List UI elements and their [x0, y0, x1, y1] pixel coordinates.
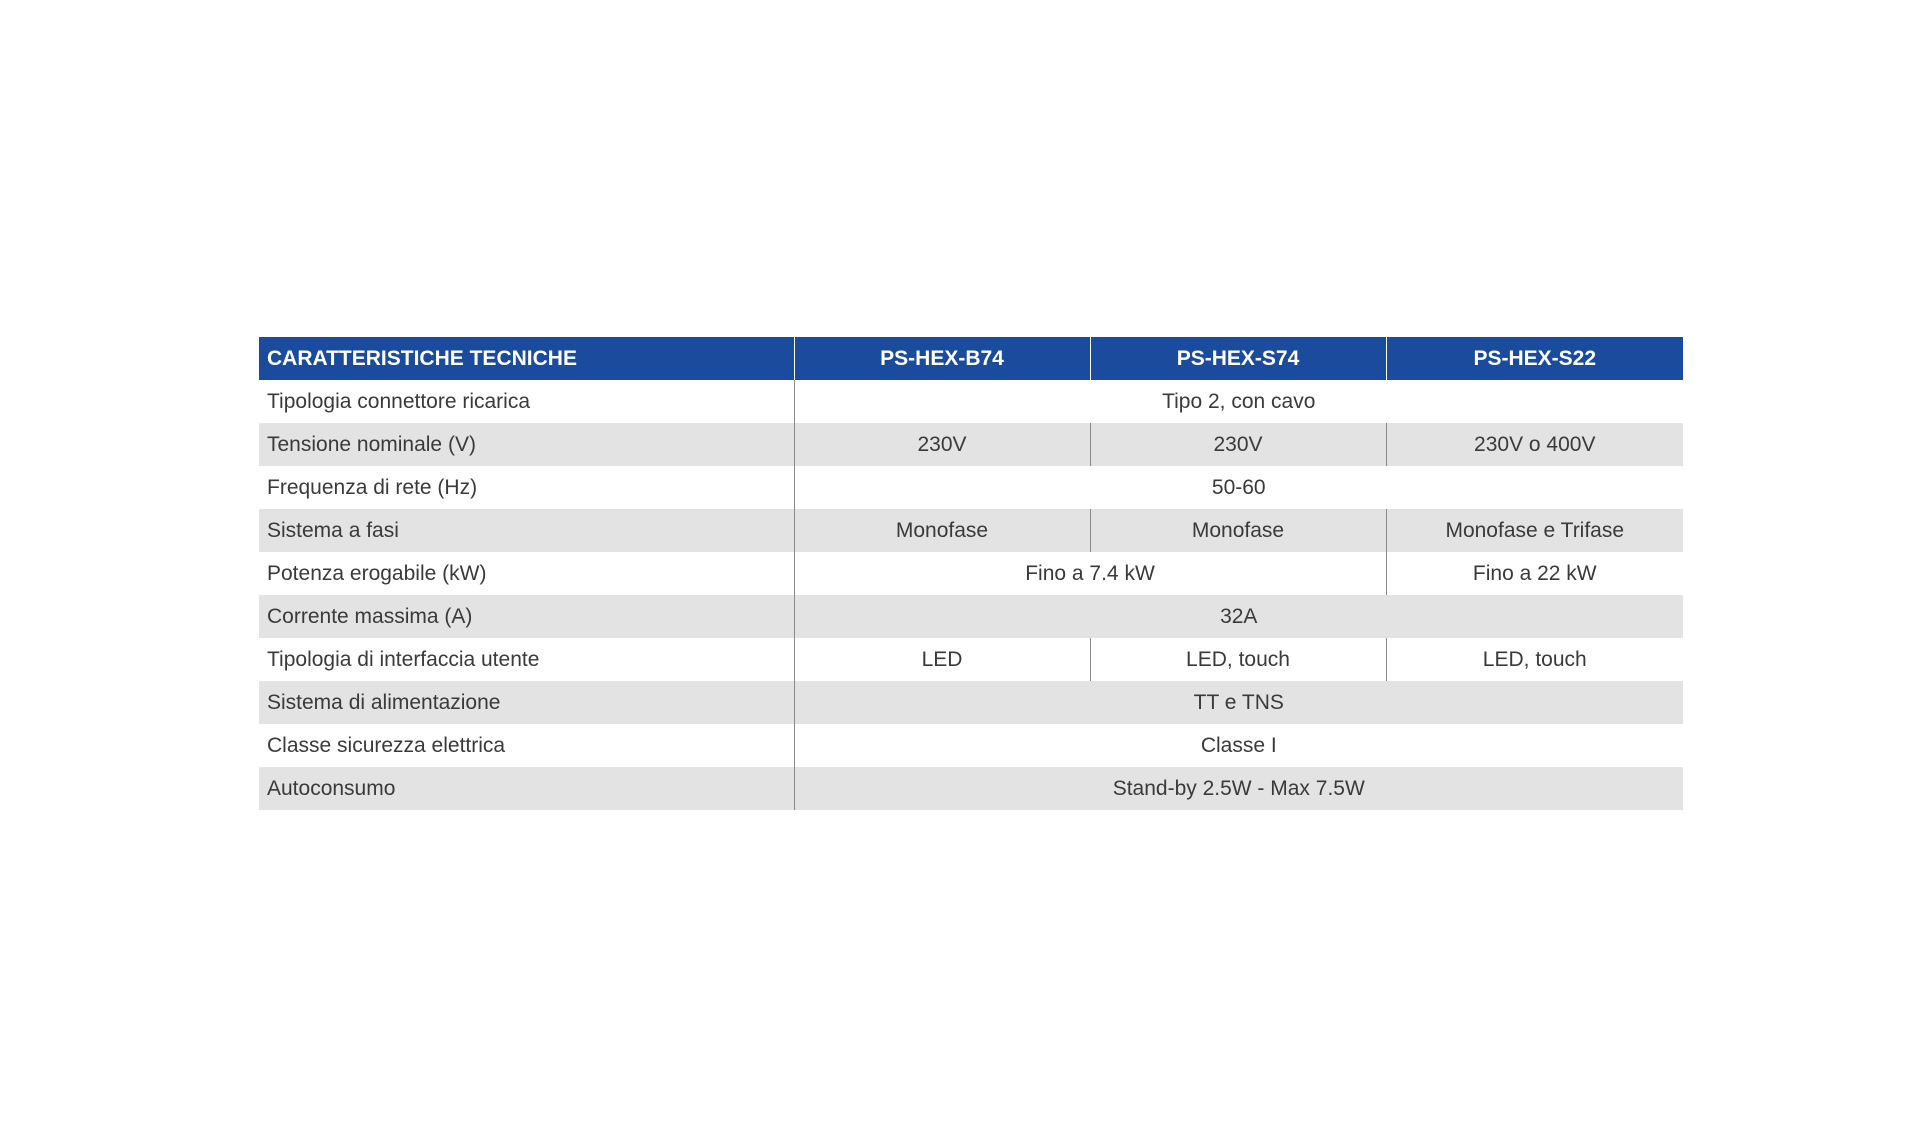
row-label: Corrente massima (A) [259, 595, 794, 638]
row-label: Tipologia di interfaccia utente [259, 638, 794, 681]
row-label: Classe sicurezza elettrica [259, 724, 794, 767]
row-value-all: TT e TNS [794, 681, 1683, 724]
table-row [259, 423, 1683, 466]
header-model-s74: PS-HEX-S74 [1090, 337, 1386, 380]
header-model-b74: PS-HEX-B74 [794, 337, 1090, 380]
row-value-b74-s74: Fino a 7.4 kW [794, 552, 1386, 595]
row-label: Tipologia connettore ricarica [259, 380, 794, 423]
header-label: CARATTERISTICHE TECNICHE [259, 337, 794, 380]
row-value-b74: 230V [794, 423, 1090, 466]
spec-table-header [259, 337, 1683, 380]
row-value-all: 32A [794, 595, 1683, 638]
row-value-s22: 230V o 400V [1386, 423, 1683, 466]
row-value-s22: Monofase e Trifase [1386, 509, 1683, 552]
row-value-s22: Fino a 22 kW [1386, 552, 1683, 595]
table-row [259, 509, 1683, 552]
row-label: Frequenza di rete (Hz) [259, 466, 794, 509]
table-row [259, 724, 1683, 767]
row-value-all: 50-60 [794, 466, 1683, 509]
table-row [259, 380, 1683, 423]
row-value-b74: LED [794, 638, 1090, 681]
row-label: Autoconsumo [259, 767, 794, 810]
row-label: Sistema a fasi [259, 509, 794, 552]
row-value-b74: Monofase [794, 509, 1090, 552]
header-row [259, 337, 1683, 380]
table-row [259, 552, 1683, 595]
row-label: Potenza erogabile (kW) [259, 552, 794, 595]
table-row [259, 466, 1683, 509]
table-row [259, 681, 1683, 724]
row-value-all: Stand-by 2.5W - Max 7.5W [794, 767, 1683, 810]
spec-table [259, 337, 1683, 810]
row-value-s74: LED, touch [1090, 638, 1386, 681]
row-label: Tensione nominale (V) [259, 423, 794, 466]
table-row [259, 767, 1683, 810]
row-value-s74: 230V [1090, 423, 1386, 466]
header-model-s22: PS-HEX-S22 [1386, 337, 1683, 380]
row-value-s22: LED, touch [1386, 638, 1683, 681]
table-row [259, 638, 1683, 681]
row-value-all: Classe I [794, 724, 1683, 767]
row-value-all: Tipo 2, con cavo [794, 380, 1683, 423]
table-row [259, 595, 1683, 638]
row-label: Sistema di alimentazione [259, 681, 794, 724]
spec-table-body [259, 380, 1683, 810]
row-value-s74: Monofase [1090, 509, 1386, 552]
